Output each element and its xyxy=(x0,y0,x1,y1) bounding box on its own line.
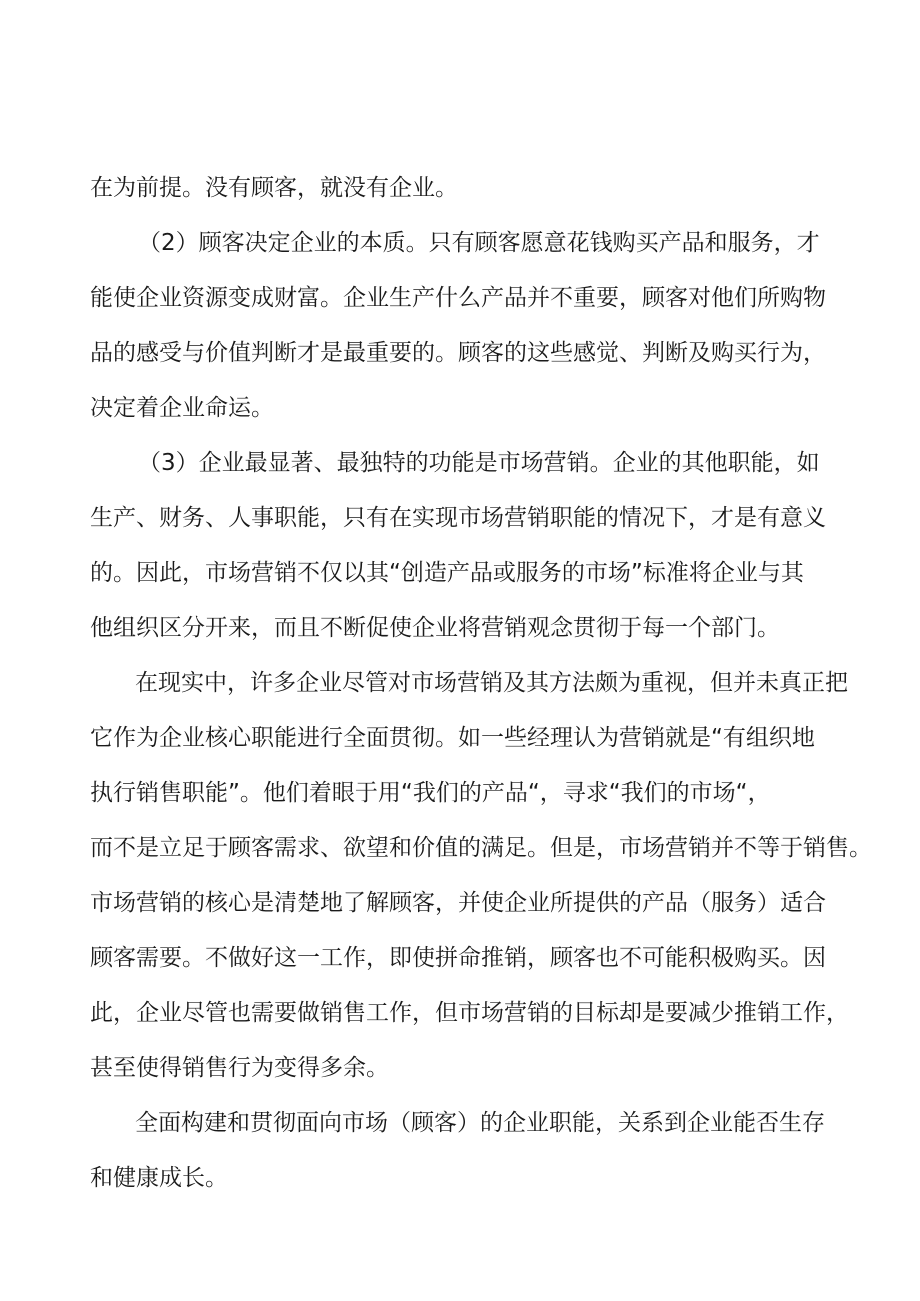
text-line: 他组织区分开来，而且不断促使企业将营销观念贯彻于每一个部门。 xyxy=(90,615,780,641)
text-line: 顾客需要。不做好这一工作，即使拼命推销，顾客也不可能积极购买。因 xyxy=(90,945,826,971)
paragraph-4-line-2 xyxy=(0,718,920,758)
text-line: 和健康成长。 xyxy=(90,1165,228,1191)
paragraph-4-line-3 xyxy=(0,773,920,813)
text-line: 的。因此，市场营销不仅以其“创造产品或服务的市场”标准将企业与其 xyxy=(90,560,804,586)
text-line: 市场营销的核心是清楚地了解顾客，并使企业所提供的产品（服务）适合 xyxy=(90,890,826,916)
text-line: 能使企业资源变成财富。企业生产什么产品并不重要，顾客对他们所购物 xyxy=(90,285,826,311)
text-line: 在现实中，许多企业尽管对市场营销及其方法颇为重视，但并未真正把 xyxy=(135,670,848,696)
paragraph-5-line-2 xyxy=(0,1158,920,1198)
paragraph-1-line-1 xyxy=(0,168,920,208)
paragraph-3-line-2 xyxy=(0,498,920,538)
paragraph-4-line-5 xyxy=(0,883,920,923)
paragraph-4-line-4 xyxy=(0,828,920,868)
text-line: 执行销售职能”。他们着眼于用“我们的产品“，寻求“我们的市场“， xyxy=(90,780,771,806)
text-line: 它作为企业核心职能进行全面贯彻。如一些经理认为营销就是“有组织地 xyxy=(90,725,815,751)
text-line: 生产、财务、人事职能，只有在实现市场营销职能的情况下，才是有意义 xyxy=(90,505,826,531)
text-line: 在为前提。没有顾客，就没有企业。 xyxy=(90,175,458,201)
text-line: 全面构建和贯彻面向市场（顾客）的企业职能，关系到企业能否生存 xyxy=(135,1110,825,1136)
text-line: 而不是立足于顾客需求、欲望和价值的满足。但是，市场营销并不等于销售。 xyxy=(90,835,872,861)
paragraph-3-line-1 xyxy=(0,443,920,483)
paragraph-4-line-7 xyxy=(0,993,920,1033)
paragraph-5-line-1 xyxy=(0,1103,920,1143)
text-line: （2）顾客决定企业的本质。只有顾客愿意花钱购买产品和服务，才 xyxy=(138,230,820,256)
paragraph-4-line-6 xyxy=(0,938,920,978)
text-line: 甚至使得销售行为变得多余。 xyxy=(90,1055,389,1081)
paragraph-4-line-8 xyxy=(0,1048,920,1088)
text-line: 此，企业尽管也需要做销售工作，但市场营销的目标却是要减少推销工作， xyxy=(90,1000,849,1026)
paragraph-4-line-1 xyxy=(0,663,920,703)
paragraph-2-line-2 xyxy=(0,278,920,318)
paragraph-3-line-3 xyxy=(0,553,920,593)
text-line: 品的感受与价值判断才是最重要的。顾客的这些感觉、判断及购买行为， xyxy=(90,340,826,366)
text-line: （3）企业最显著、最独特的功能是市场营销。企业的其他职能，如 xyxy=(138,450,820,476)
paragraph-2-line-1 xyxy=(0,223,920,263)
paragraph-2-line-4 xyxy=(0,388,920,428)
paragraph-2-line-3 xyxy=(0,333,920,373)
text-line: 决定着企业命运。 xyxy=(90,395,274,421)
paragraph-3-line-4 xyxy=(0,608,920,648)
